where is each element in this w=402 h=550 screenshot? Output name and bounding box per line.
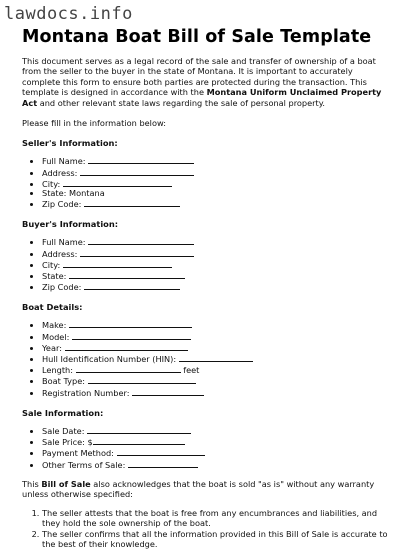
boat-reg-item <box>42 387 392 398</box>
buyer-name-label: Full Name: <box>42 237 89 248</box>
sale-other-blank[interactable] <box>128 459 198 468</box>
sale-payment-label: Payment Method: <box>42 448 117 459</box>
document-page <box>22 27 392 550</box>
boat-length-item <box>42 364 392 375</box>
terms-list <box>22 508 392 550</box>
boat-heading: Boat Details: <box>22 302 83 313</box>
boat-hin-label: Hull Identification Number (HIN): <box>42 354 179 365</box>
boat-year-blank[interactable] <box>65 342 188 351</box>
seller-zip-label: Zip Code: <box>42 199 85 210</box>
buyer-address-item <box>42 248 392 259</box>
intro-text-1: This document serves as a legal record of the sale and transfer of ownership of a boat from the seller to the buyer in the state of Montana. It is important to accurately complete this form to ensure both parties are protected during the transaction. This template is designed in accordance with the <box>22 56 376 98</box>
boat-reg-blank[interactable] <box>132 387 204 396</box>
sale-payment-blank[interactable] <box>117 447 205 456</box>
sale-price-label: Sale Price: $ <box>42 437 93 448</box>
buyer-state-label: State: <box>42 271 70 282</box>
boat-type-item <box>42 375 392 386</box>
seller-address-label: Address: <box>42 167 80 178</box>
buyer-zip-blank[interactable] <box>84 281 180 290</box>
sale-price-item <box>42 436 392 447</box>
sale-date-blank[interactable] <box>87 425 191 434</box>
buyer-address-blank[interactable] <box>80 248 194 257</box>
sale-list <box>22 425 392 470</box>
boat-type-label: Boat Type: <box>42 376 88 387</box>
seller-zip-blank[interactable] <box>84 198 180 207</box>
seller-name-item <box>42 155 392 166</box>
buyer-name-blank[interactable] <box>88 236 194 245</box>
seller-name-blank[interactable] <box>88 155 194 164</box>
seller-address-blank[interactable] <box>80 167 194 176</box>
buyer-address-label: Address: <box>42 248 80 259</box>
term-item: 2. The seller confirms that all the information provided in this Bill of Sale is accurate to the best of their knowledge. <box>42 529 392 549</box>
ack-bill-of-sale: Bill of Sale <box>41 478 91 489</box>
boat-year-item <box>42 342 392 353</box>
boat-make-blank[interactable] <box>69 319 192 328</box>
sale-price-blank[interactable] <box>93 436 185 445</box>
term-item: 1. The seller attests that the boat is free from any encumbrances and liabilities, and they hold the sole ownership of the boat. <box>42 508 392 528</box>
boat-length-blank[interactable] <box>76 364 181 373</box>
boat-model-blank[interactable] <box>72 331 191 340</box>
buyer-state-blank[interactable] <box>69 270 185 279</box>
boat-model-item <box>42 331 392 342</box>
as-is-paragraph <box>22 479 392 500</box>
intro-text-2: and other relevant state laws regarding the sale of personal property. <box>37 97 326 108</box>
seller-city-label: City: <box>42 178 63 189</box>
seller-zip-item <box>42 198 392 209</box>
buyer-name-item <box>42 236 392 247</box>
buyer-list <box>22 236 392 292</box>
site-watermark: lawdocs.info <box>4 4 133 24</box>
buyer-city-label: City: <box>42 259 63 270</box>
boat-list <box>22 319 392 397</box>
boat-length-label: Length: <box>42 365 76 376</box>
boat-type-blank[interactable] <box>88 375 196 384</box>
boat-model-label: Model: <box>42 331 72 342</box>
seller-list <box>22 155 392 209</box>
fill-instruction: Please fill in the information below: <box>22 118 166 129</box>
sale-date-label: Sale Date: <box>42 425 88 436</box>
seller-heading: Seller's Information: <box>22 138 118 149</box>
seller-address-item <box>42 167 392 178</box>
boat-year-label: Year: <box>42 342 65 353</box>
buyer-heading: Buyer's Information: <box>22 219 119 230</box>
buyer-city-item <box>42 259 392 270</box>
intro-act-name: Montana Uniform Unclaimed Property Act <box>22 87 382 108</box>
ack-text-2: also acknowledges that the boat is sold "as is" without any warranty unless otherwise specified: <box>22 478 375 500</box>
seller-name-label: Full Name: <box>42 156 89 167</box>
seller-city-blank[interactable] <box>63 178 172 187</box>
buyer-city-blank[interactable] <box>63 259 172 268</box>
sale-other-label: Other Terms of Sale: <box>42 459 128 470</box>
boat-make-label: Make: <box>42 320 69 331</box>
boat-reg-label: Registration Number: <box>42 387 133 398</box>
sale-heading: Sale Information: <box>22 407 104 418</box>
sale-other-item <box>42 459 392 470</box>
boat-hin-blank[interactable] <box>179 353 253 362</box>
sale-payment-item <box>42 447 392 458</box>
document-title: Montana Boat Bill of Sale Template <box>22 27 372 47</box>
buyer-state-item <box>42 270 392 281</box>
boat-length-unit: feet <box>180 365 200 376</box>
seller-state-label: State: Montana <box>42 188 105 199</box>
boat-make-item <box>42 319 392 330</box>
buyer-zip-item <box>42 281 392 292</box>
intro-paragraph <box>22 56 392 108</box>
sale-date-item <box>42 425 392 436</box>
seller-state-item <box>42 189 392 198</box>
buyer-zip-label: Zip Code: <box>42 282 85 293</box>
boat-hin-item <box>42 353 392 364</box>
ack-text-1: This <box>22 478 42 489</box>
